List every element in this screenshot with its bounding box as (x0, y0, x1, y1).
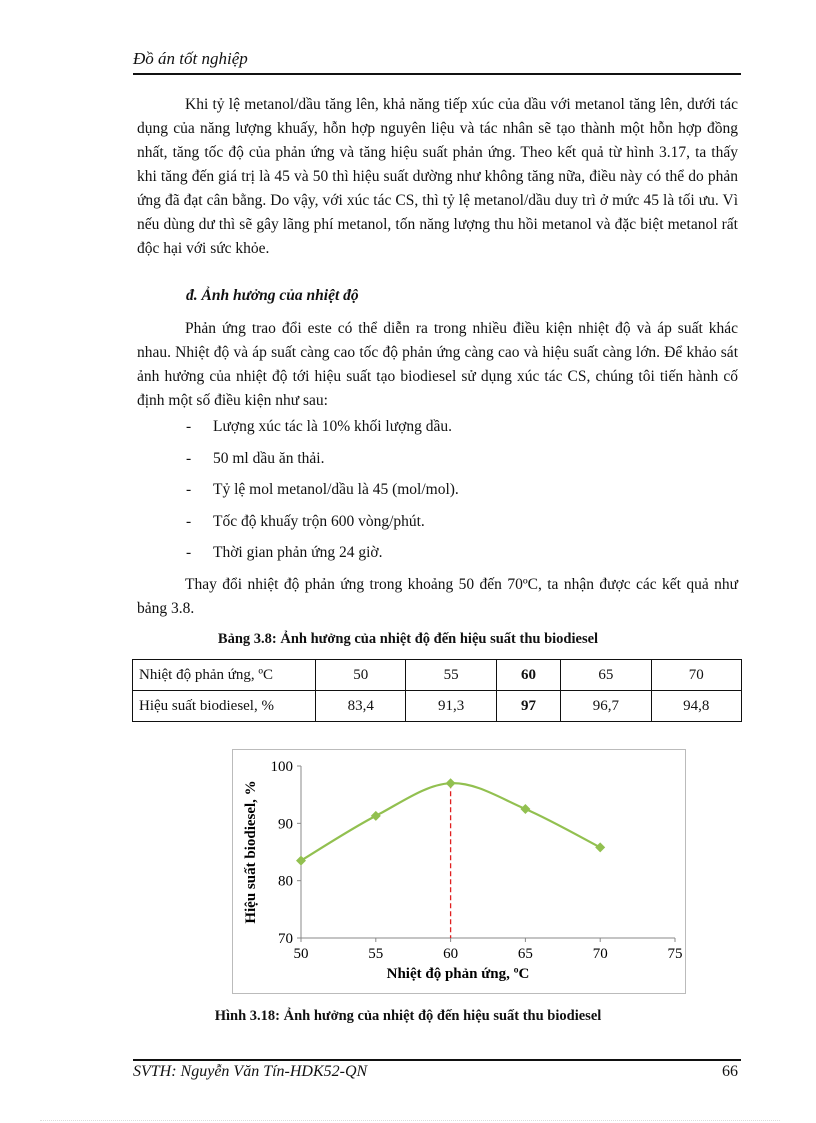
data-point (371, 811, 381, 821)
table-cell: 55 (406, 660, 496, 691)
data-point (520, 804, 530, 814)
footer-author: SVTH: Nguyễn Văn Tín-HDK52-QN (133, 1063, 368, 1080)
chart-frame (232, 749, 686, 994)
list-item-text: Tỷ lệ mol metanol/dầu là 45 (mol/mol). (213, 481, 459, 498)
table-caption: Bảng 3.8: Ảnh hưởng của nhiệt độ đến hiệu suất thu biodiesel (217, 631, 599, 647)
table-row-label: Hiệu suất biodiesel, % (133, 691, 316, 722)
x-axis-label: Nhiệt độ phản ứng, ºC (386, 966, 530, 982)
page-edge (40, 1120, 780, 1121)
x-tick-label: 55 (368, 946, 384, 962)
results-table (132, 659, 742, 722)
list-item (186, 447, 459, 479)
table-row (133, 660, 742, 691)
page-header: Đồ án tốt nghiệp (133, 46, 741, 75)
y-tick-label: 90 (278, 816, 293, 833)
paragraph-temperature-range: Thay đổi nhiệt độ phản ứng trong khoảng 50 đến 70ºC, ta nhận được các kết quả như bảng 3.8. (137, 576, 738, 617)
x-tick-label: 60 (443, 946, 459, 962)
table-cell: 60 (496, 660, 560, 691)
footer-divider (133, 1059, 741, 1061)
x-tick-label: 65 (517, 946, 533, 962)
data-point (446, 778, 456, 788)
table-cell: 94,8 (651, 691, 741, 722)
table-cell: 83,4 (316, 691, 406, 722)
paragraph-temperature-intro: Phản ứng trao đổi este có thể diễn ra trong nhiều điều kiện nhiệt độ và áp suất khác nhau. Nhiệt độ và áp suất càng cao tốc độ phản ứng càng cao và hiệu suất càng lớn. Để khảo sát ảnh hưởng của nhiệt độ tới hiệu suất tạo biodiesel sử dụng xúc tác CS, chúng tôi tiến hành cố định một số điều kiện như sau: (137, 320, 738, 409)
list-item (186, 415, 459, 447)
table-cell: 91,3 (406, 691, 496, 722)
table-cell: 97 (496, 691, 560, 722)
list-dash: - (186, 449, 192, 467)
subheading-temperature-effect: đ. Ảnh hưởng của nhiệt độ (186, 287, 359, 304)
list-dash: - (186, 481, 192, 498)
table-row (133, 691, 742, 722)
figure-caption: Hình 3.18: Ảnh hưởng của nhiệt độ đến hiệu suất thu biodiesel (214, 1008, 602, 1024)
table-cell: 70 (651, 660, 741, 691)
data-point (595, 842, 605, 852)
conditions-list (186, 415, 459, 573)
list-dash: - (186, 512, 192, 530)
table-cell: 50 (316, 660, 406, 691)
page-number: 66 (722, 1063, 738, 1080)
list-dash: - (186, 418, 192, 435)
y-tick-label: 100 (270, 759, 293, 775)
x-tick-label: 70 (592, 946, 608, 962)
table-cell: 65 (561, 660, 651, 691)
y-tick-label: 70 (278, 931, 293, 947)
list-item-text: Tốc độ khuấy trộn 600 vòng/phút. (213, 512, 425, 530)
list-item-text: Lượng xúc tác là 10% khối lượng dầu. (213, 418, 452, 435)
list-item (186, 541, 459, 573)
list-item (186, 510, 459, 542)
list-item (186, 478, 459, 510)
y-axis-label: Hiệu suất biodiesel, % (243, 780, 259, 924)
paragraph-methanol-ratio: Khi tỷ lệ metanol/dầu tăng lên, khả năng tiếp xúc của dầu với metanol tăng lên, dưới tác dụng của năng lượng khuấy, hỗn hợp nguyên liệu và tác nhân sẽ tạo thành một hỗn hợp đồng nhất, tăng tốc độ của phản ứng và tăng hiệu suất phản ứng. Theo kết quả từ hình 3.17, ta thấy khi tăng đến giá trị là 45 và 50 thì hiệu suất dường như không tăng nữa, điều này có thể do phản ứng đã đạt cân bằng. Do vậy, với xúc tác CS, thì tỷ lệ metanol/dầu duy trì ở mức 45 là tối ưu. Vì nếu dùng dư thì sẽ gây lãng phí metanol, tốn năng lượng thu hồi metanol và đặc biệt metanol rất độc hại với sức khỏe. (137, 96, 738, 257)
yield-chart (233, 750, 685, 993)
list-dash: - (186, 544, 192, 561)
list-item-text: Thời gian phản ứng 24 giờ. (213, 544, 383, 561)
table-row-label: Nhiệt độ phản ứng, ºC (133, 660, 316, 691)
data-point (296, 856, 306, 866)
x-tick-label: 50 (293, 946, 309, 962)
y-tick-label: 80 (278, 873, 293, 890)
list-item-text: 50 ml dầu ăn thải. (213, 449, 325, 467)
table-cell: 96,7 (561, 691, 651, 722)
x-tick-label: 75 (667, 946, 683, 962)
